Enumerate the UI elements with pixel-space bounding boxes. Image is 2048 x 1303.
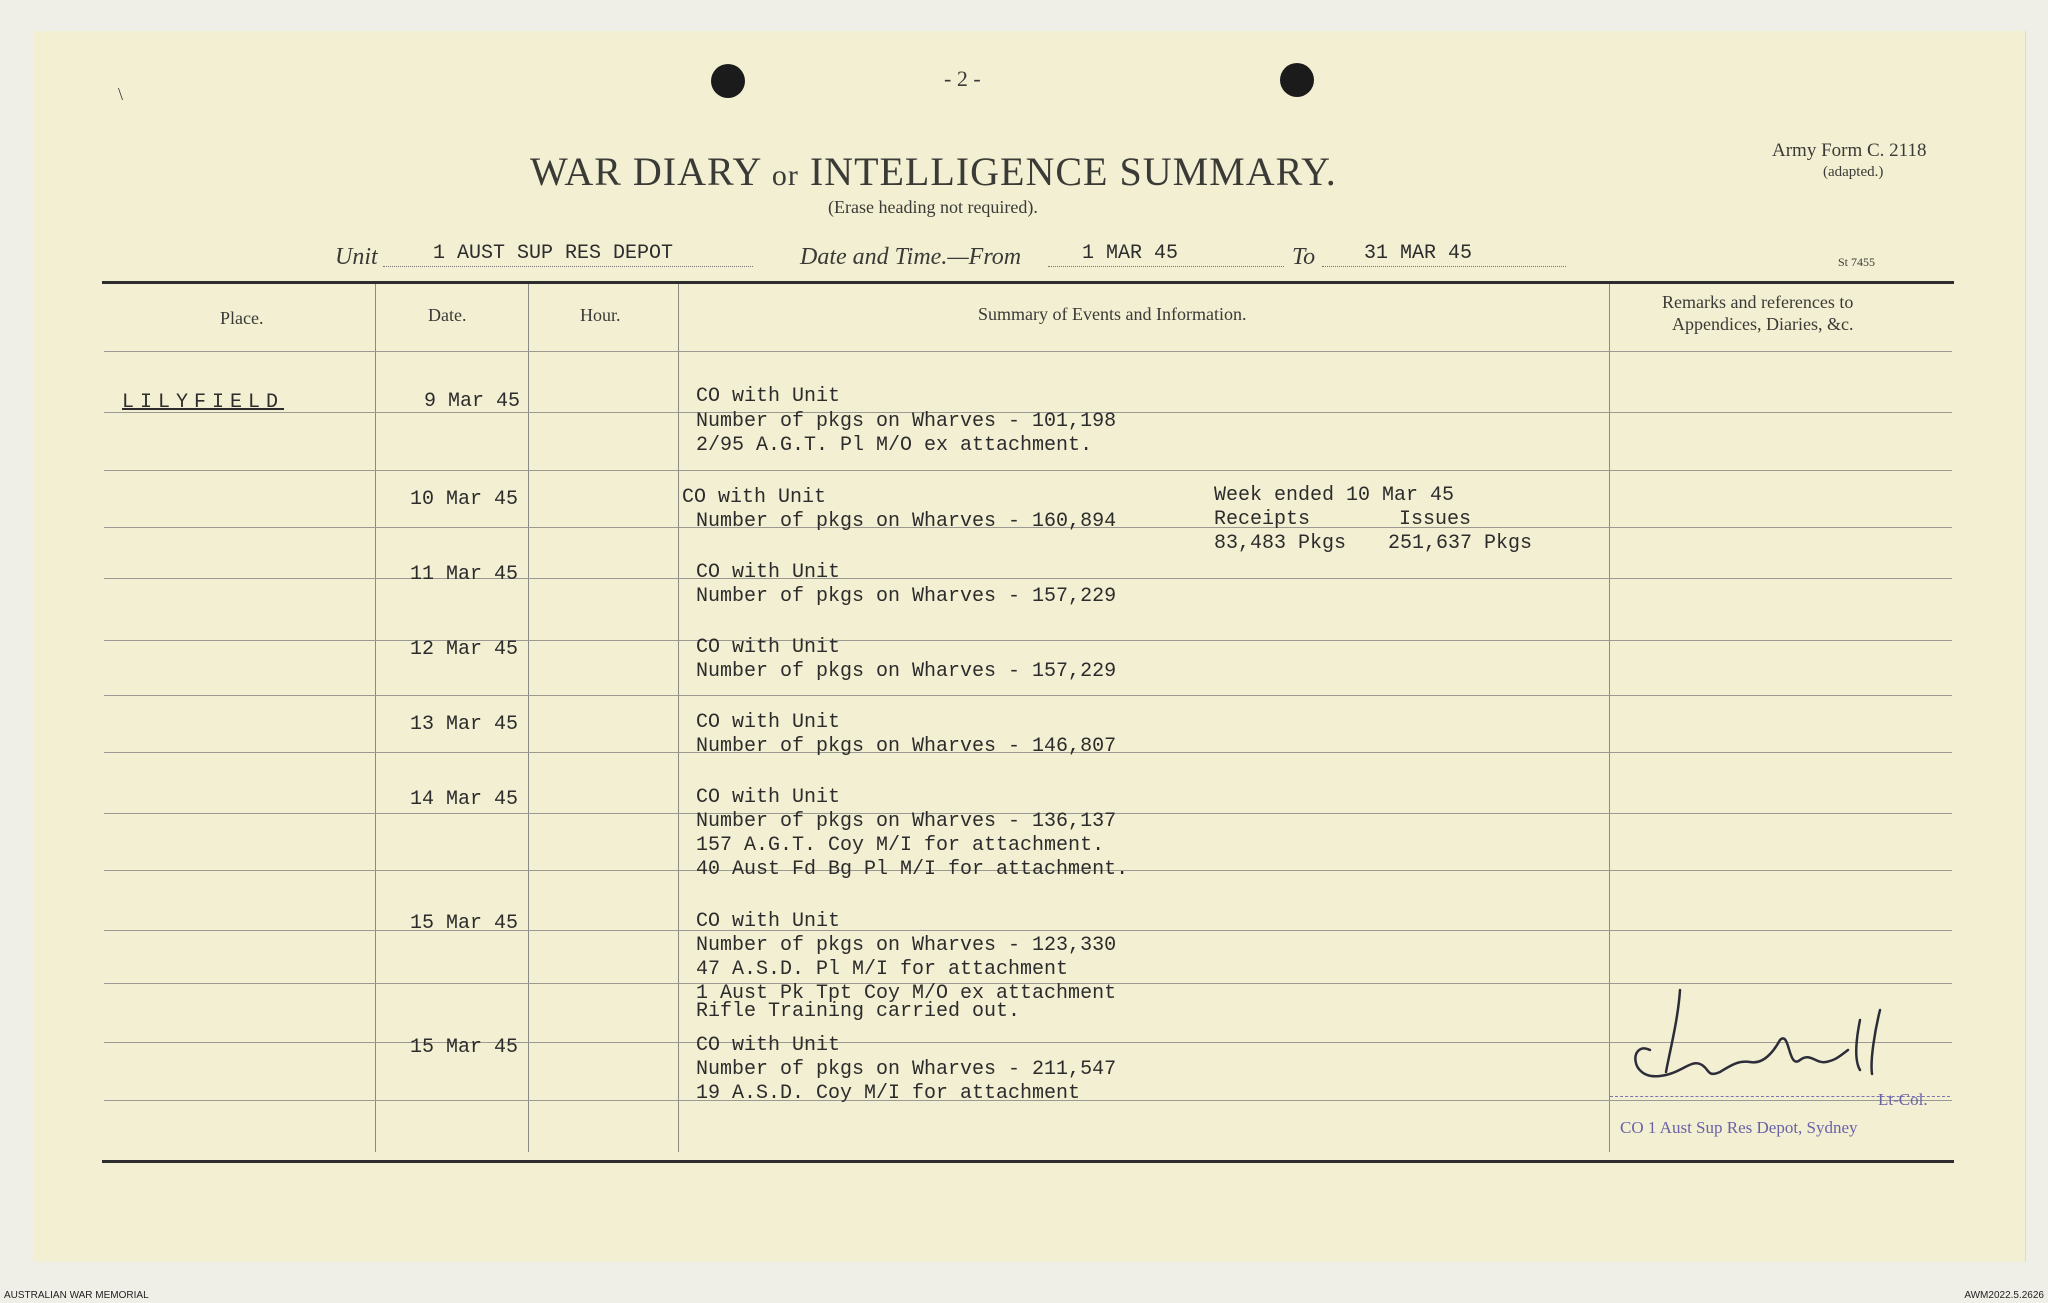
- issues-label: Issues: [1399, 508, 1472, 531]
- entry-line: 40 Aust Fd Bg Pl M/I for attachment.: [696, 858, 1129, 881]
- signature-image: [1620, 980, 1920, 1090]
- entry-line: CO with Unit: [682, 486, 827, 509]
- entry-line: 2/95 A.G.T. Pl M/O ex attachment.: [696, 434, 1093, 457]
- entry-line: Number of pkgs on Wharves - 157,229: [696, 660, 1117, 683]
- column-header-date: Date.: [428, 305, 467, 325]
- from-field: [1048, 242, 1284, 267]
- entry-line: Number of pkgs on Wharves - 160,894: [696, 510, 1117, 533]
- issues-value: 251,637 Pkgs: [1388, 532, 1533, 555]
- to-value: 31 MAR 45: [1364, 242, 1473, 265]
- to-label: To: [1292, 244, 1316, 270]
- divider-place-date: [375, 284, 376, 1152]
- title-main: WAR DIARY: [530, 149, 761, 194]
- punch-hole-right: [1280, 63, 1314, 97]
- to-field: [1322, 242, 1566, 267]
- table-bottom-rule: [102, 1160, 1954, 1163]
- entry-line: Number of pkgs on Wharves - 136,137: [696, 810, 1117, 833]
- entry-date: 15 Mar 45: [410, 1036, 519, 1059]
- column-header-place: Place.: [220, 308, 264, 328]
- entry-date: 12 Mar 45: [410, 638, 519, 661]
- entry-line: CO with Unit: [696, 711, 841, 734]
- header-separator: [104, 351, 1952, 352]
- entry-line: 47 A.S.D. Pl M/I for attachment: [696, 958, 1069, 981]
- entry-line: 157 A.G.T. Coy M/I for attachment.: [696, 834, 1105, 857]
- row-rule: [104, 640, 1952, 641]
- receipts-value: 83,483 Pkgs: [1214, 532, 1347, 555]
- table-top-rule: [102, 281, 1954, 284]
- stock-number: St 7455: [1838, 255, 1876, 269]
- footer-reference: AWM2022.5.2626: [1964, 1290, 2044, 1301]
- row-rule: [104, 578, 1952, 579]
- entry-line: Rifle Training carried out.: [696, 1000, 1021, 1023]
- column-header-summary: Summary of Events and Information.: [978, 304, 1247, 324]
- entry-line: CO with Unit: [696, 786, 841, 809]
- unit-label: Unit: [335, 244, 378, 270]
- page-number: - 2 -: [944, 66, 981, 91]
- entry-line: Number of pkgs on Wharves - 146,807: [696, 735, 1117, 758]
- entry-line: CO with Unit: [696, 910, 841, 933]
- tick-mark: \: [118, 84, 124, 104]
- entry-line: CO with Unit: [696, 561, 841, 584]
- entry-date: 15 Mar 45: [410, 912, 519, 935]
- row-rule: [104, 470, 1952, 471]
- signature-rank: Lt-Col.: [1878, 1090, 1928, 1109]
- entry-date: 11 Mar 45: [410, 563, 519, 586]
- punch-hole-left: [711, 64, 745, 98]
- divider-summary-remarks: [1609, 284, 1610, 1152]
- title-or: or: [771, 159, 799, 192]
- entry-date: 10 Mar 45: [410, 488, 519, 511]
- column-header-hour: Hour.: [580, 305, 621, 325]
- column-header-remarks-line2: Appendices, Diaries, &c.: [1672, 314, 1854, 334]
- unit-value: 1 AUST SUP RES DEPOT: [433, 242, 674, 265]
- place-value: LILYFIELD: [122, 391, 285, 414]
- entry-line: 19 A.S.D. Coy M/I for attachment: [696, 1082, 1081, 1105]
- form-subtitle: (Erase heading not required).: [828, 197, 1038, 217]
- title-rest: INTELLIGENCE SUMMARY.: [809, 149, 1337, 194]
- unit-stamp: CO 1 Aust Sup Res Depot, Sydney: [1620, 1118, 1858, 1137]
- entry-line: 1 Aust Pk Tpt Coy M/O ex attachment: [696, 982, 1117, 1005]
- unit-field: [383, 242, 753, 267]
- entry-line: CO with Unit: [696, 1034, 841, 1057]
- entry-date: 14 Mar 45: [410, 788, 519, 811]
- row-rule: [104, 695, 1952, 696]
- entry-line: Number of pkgs on Wharves - 101,198: [696, 410, 1117, 433]
- from-value: 1 MAR 45: [1082, 242, 1179, 265]
- divider-date-hour: [528, 284, 529, 1152]
- entry-line: Number of pkgs on Wharves - 211,547: [696, 1058, 1117, 1081]
- entry-date: 13 Mar 45: [410, 713, 519, 736]
- column-header-remarks-line1: Remarks and references to: [1662, 292, 1854, 312]
- footer-source: AUSTRALIAN WAR MEMORIAL: [4, 1290, 149, 1301]
- entry-date: 9 Mar 45: [424, 390, 521, 413]
- divider-hour-summary: [678, 284, 679, 1152]
- date-time-label: Date and Time.—From: [800, 244, 1022, 270]
- entry-line: CO with Unit: [696, 385, 841, 408]
- entry-line: Number of pkgs on Wharves - 157,229: [696, 585, 1117, 608]
- entry-line: Number of pkgs on Wharves - 123,330: [696, 934, 1117, 957]
- row-rule: [104, 930, 1952, 931]
- weekly-summary-heading: Week ended 10 Mar 45: [1214, 484, 1455, 507]
- entry-line: CO with Unit: [696, 636, 841, 659]
- army-form-adapted: (adapted.): [1823, 164, 1884, 180]
- form-title: [530, 148, 1337, 195]
- receipts-label: Receipts: [1214, 508, 1311, 531]
- army-form-number: Army Form C. 2118: [1772, 140, 1927, 161]
